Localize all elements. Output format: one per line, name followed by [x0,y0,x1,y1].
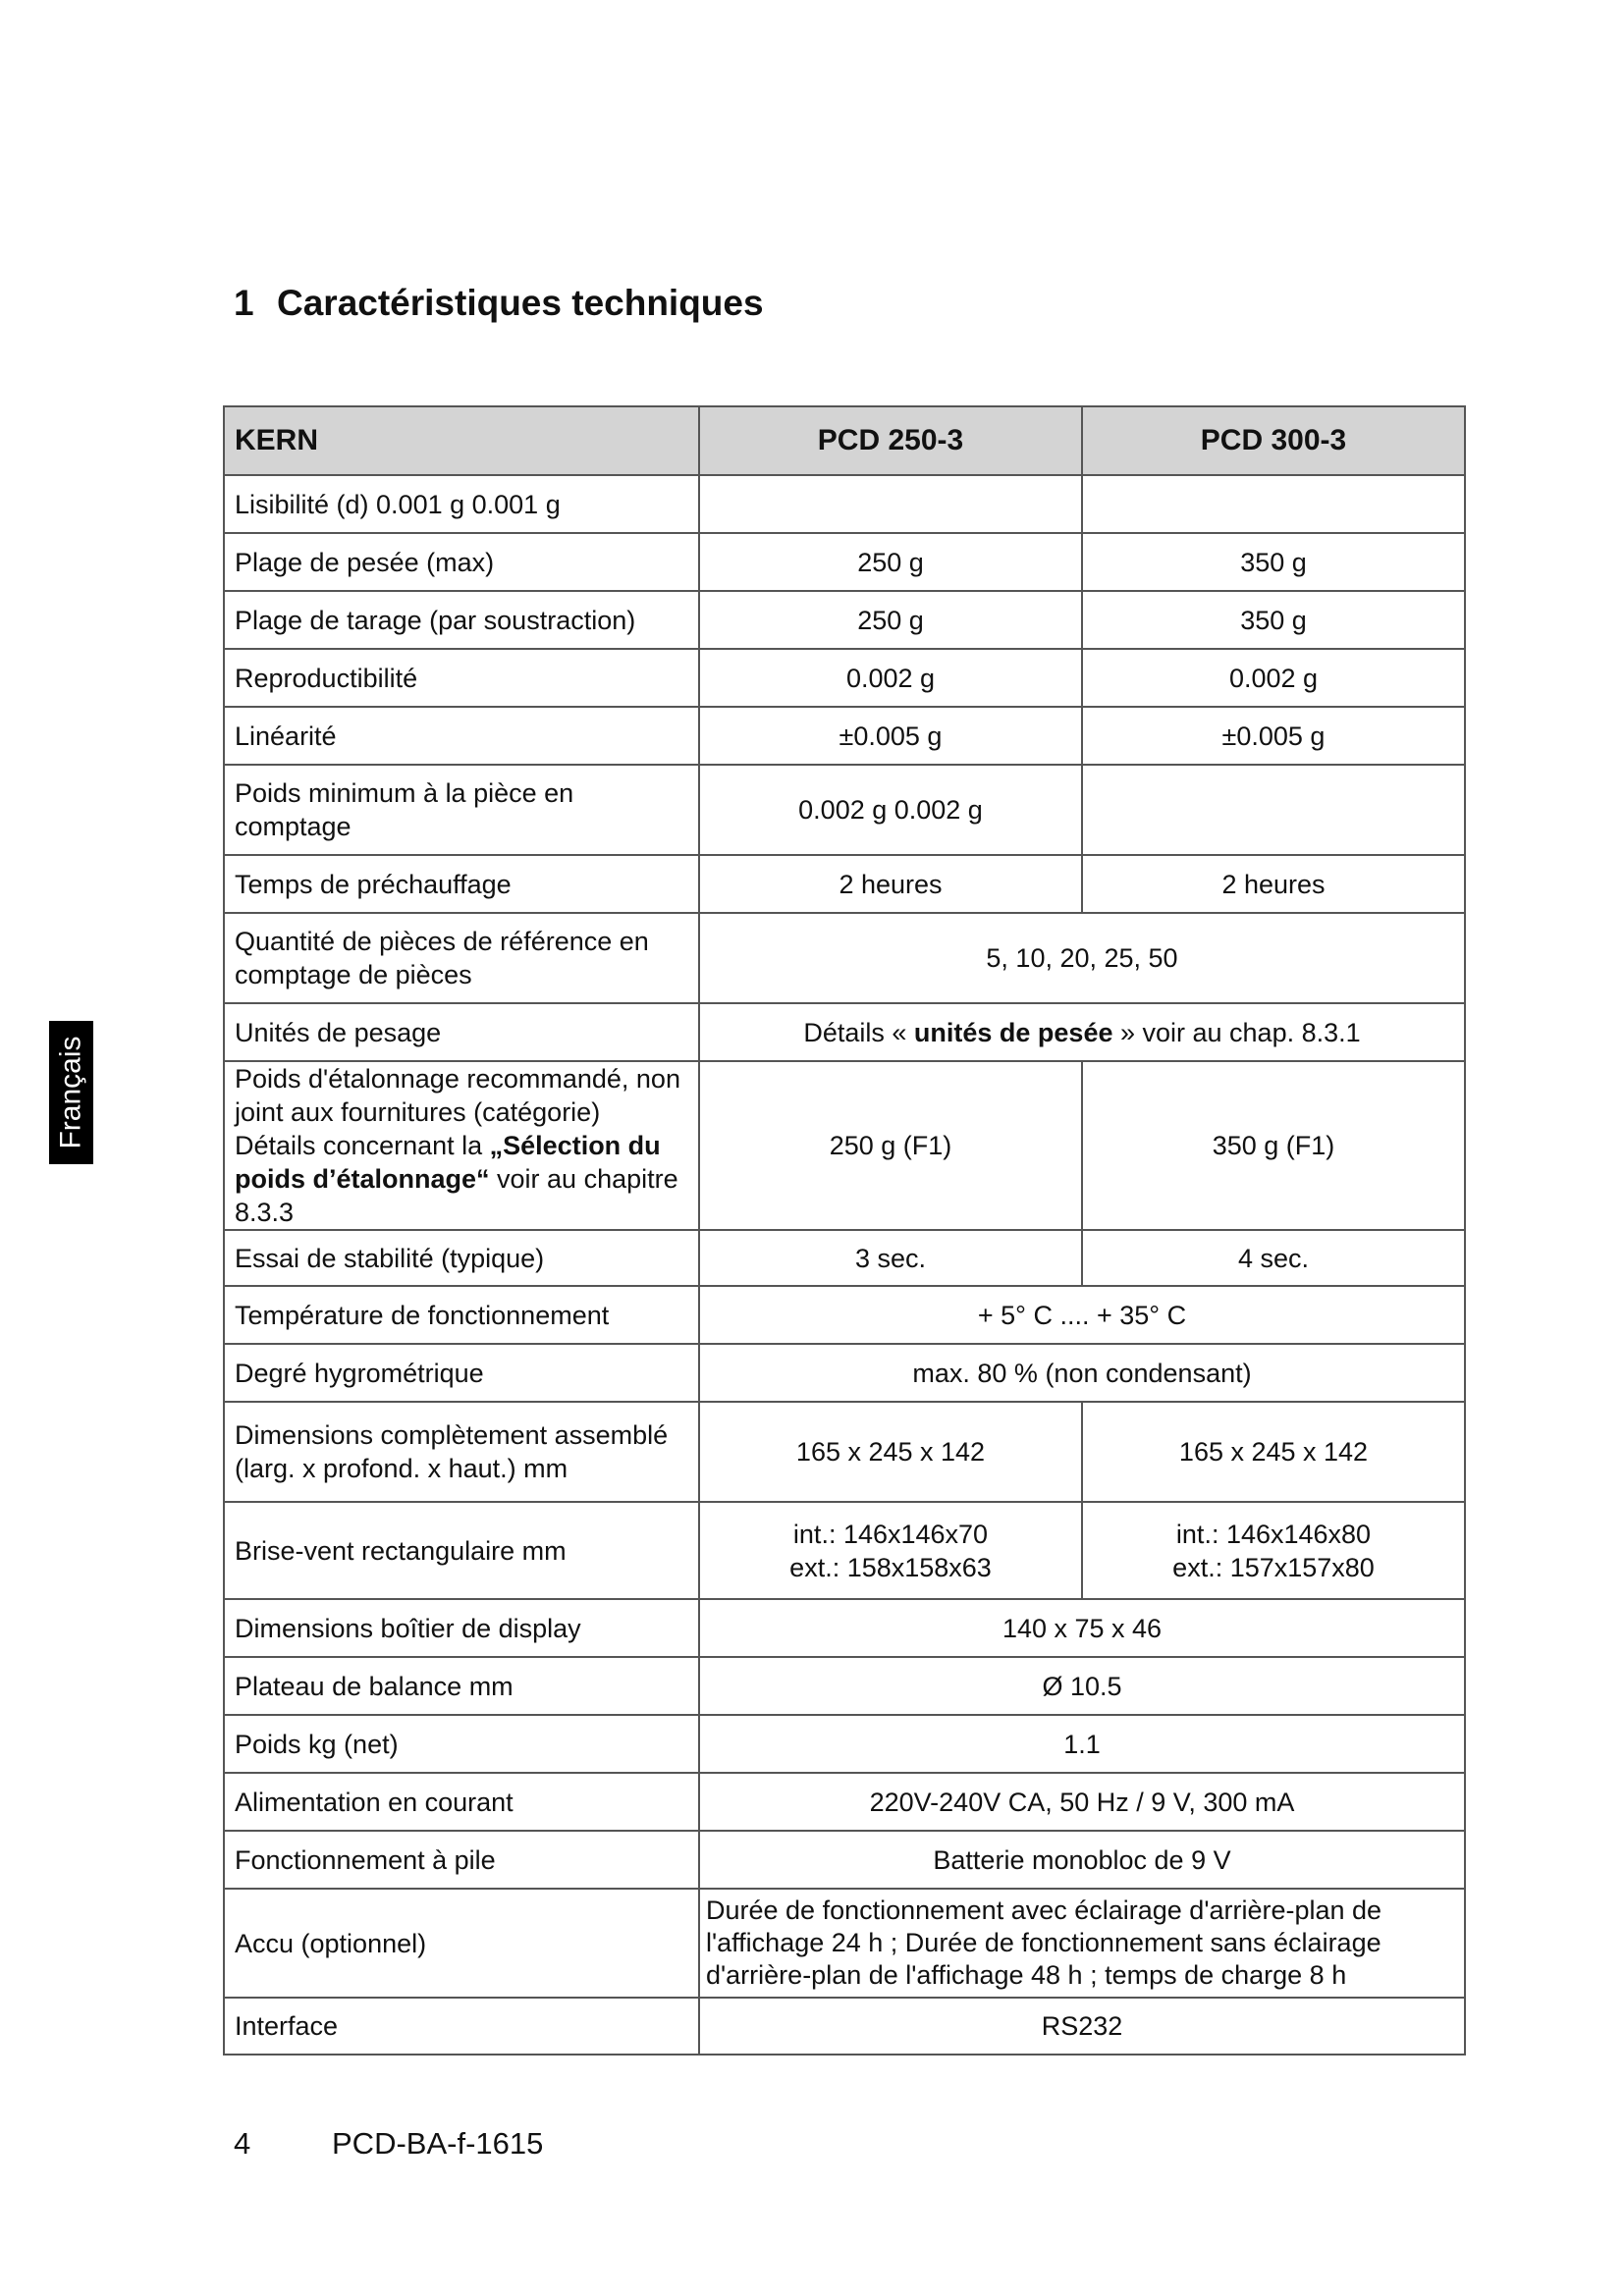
document-id: PCD-BA-f-1615 [332,2126,544,2161]
row-label: Degré hygrométrique [224,1344,699,1402]
cell-pcd250: 2 heures [699,855,1082,913]
table-row [224,1003,1465,1061]
cell-pcd300 [1082,1502,1465,1599]
cell-pcd250: 250 g [699,591,1082,649]
cell-pcd250: 0.002 g [699,649,1082,707]
cell-pcd300: 350 g (F1) [1082,1061,1465,1230]
row-label: Accu (optionnel) [224,1889,699,1998]
row-label: Essai de stabilité (typique) [224,1230,699,1286]
table-row [224,1502,1465,1599]
cell-pcd300: 4 sec. [1082,1230,1465,1286]
calibration-label-bold: „Sélection du poids d’étalonnage“ [235,1131,661,1194]
section-title: Caractéristiques techniques [277,283,764,323]
row-label: Plateau de balance mm [224,1657,699,1715]
units-text-bold: unités de pesée [913,1017,1113,1047]
cell-shared: 1.1 [699,1715,1465,1773]
cell-pcd250 [699,1502,1082,1599]
cell-shared: Batterie monobloc de 9 V [699,1831,1465,1889]
cell-pcd250: 0.002 g 0.002 g [699,765,1082,855]
table-row [224,855,1465,913]
table-row [224,649,1465,707]
cell-pcd300: 350 g [1082,591,1465,649]
calibration-label-pre: Poids d'étalonnage recommandé, non joint aux fournitures (catégorie) Détails concernant la [235,1064,680,1160]
table-row [224,1286,1465,1344]
row-label: Fonctionnement à pile [224,1831,699,1889]
cell-pcd250: 3 sec. [699,1230,1082,1286]
cell-pcd250: 250 g [699,533,1082,591]
row-label: Lisibilité (d) 0.001 g 0.001 g [224,475,699,533]
row-label: Plage de pesée (max) [224,533,699,591]
table-row [224,707,1465,765]
header-brand: KERN [224,406,699,475]
windshield-ext-pcd300: ext.: 157x157x80 [1172,1552,1375,1582]
row-label [224,1061,699,1230]
header-model-pcd300: PCD 300-3 [1082,406,1465,475]
header-model-pcd250: PCD 250-3 [699,406,1082,475]
row-label: Quantité de pièces de référence en comptage de pièces [224,913,699,1003]
row-label: Reproductibilité [224,649,699,707]
units-text-pre: Détails « [803,1017,914,1047]
cell-shared: RS232 [699,1998,1465,2055]
cell-pcd250 [699,475,1082,533]
row-label: Poids kg (net) [224,1715,699,1773]
cell-shared: 140 x 75 x 46 [699,1599,1465,1657]
technical-specs-table [223,405,1466,2056]
calibration-label-post: voir au chapitre 8.3.3 [235,1164,678,1227]
windshield-ext-pcd250: ext.: 158x158x63 [789,1552,992,1582]
table-row [224,913,1465,1003]
table-row [224,1061,1465,1230]
section-heading [234,283,764,324]
table-row [224,1599,1465,1657]
table-row [224,1773,1465,1831]
cell-shared [699,1003,1465,1061]
row-label: Temps de préchauffage [224,855,699,913]
page-number: 4 [234,2126,251,2161]
row-label: Interface [224,1998,699,2055]
row-label: Température de fonctionnement [224,1286,699,1344]
cell-shared: Durée de fonctionnement avec éclairage d'arrière-plan de l'affichage 24 h ; Durée de fonctionnement sans éclairage d'arrière-plan de l'affichage 48 h ; temps de charge 8 h [699,1889,1465,1998]
units-text-post: » voir au chap. 8.3.1 [1112,1017,1361,1047]
language-tab [49,1021,93,1164]
page-footer [234,2126,543,2162]
cell-shared: max. 80 % (non condensant) [699,1344,1465,1402]
table-row [224,1657,1465,1715]
table-row [224,533,1465,591]
table-row [224,475,1465,533]
section-number: 1 [234,283,254,323]
table-row [224,1715,1465,1773]
cell-pcd300: 2 heures [1082,855,1465,913]
cell-pcd300: 165 x 245 x 142 [1082,1402,1465,1502]
cell-shared: 5, 10, 20, 25, 50 [699,913,1465,1003]
cell-pcd300: 350 g [1082,533,1465,591]
row-label: Linéarité [224,707,699,765]
table-row [224,1402,1465,1502]
row-label: Dimensions boîtier de display [224,1599,699,1657]
cell-pcd300: ±0.005 g [1082,707,1465,765]
table-row [224,765,1465,855]
cell-pcd300: 0.002 g [1082,649,1465,707]
row-label: Brise-vent rectangulaire mm [224,1502,699,1599]
cell-shared: 220V-240V CA, 50 Hz / 9 V, 300 mA [699,1773,1465,1831]
cell-pcd250: 165 x 245 x 142 [699,1402,1082,1502]
table-row [224,1230,1465,1286]
cell-pcd300 [1082,475,1465,533]
cell-pcd300 [1082,765,1465,855]
table-row [224,1344,1465,1402]
table-header-row [224,406,1465,475]
cell-pcd250: 250 g (F1) [699,1061,1082,1230]
table-row [224,1831,1465,1889]
row-label: Unités de pesage [224,1003,699,1061]
row-label: Alimentation en courant [224,1773,699,1831]
windshield-int-pcd250: int.: 146x146x70 [792,1519,989,1549]
row-label: Poids minimum à la pièce en comptage [224,765,699,855]
windshield-int-pcd300: int.: 146x146x80 [1175,1519,1372,1549]
language-tab-label: Français [54,1036,87,1149]
cell-shared: + 5° C .... + 35° C [699,1286,1465,1344]
cell-pcd250: ±0.005 g [699,707,1082,765]
row-label: Plage de tarage (par soustraction) [224,591,699,649]
cell-shared: Ø 10.5 [699,1657,1465,1715]
row-label: Dimensions complètement assemblé (larg. x profond. x haut.) mm [224,1402,699,1502]
table-row [224,591,1465,649]
table-row [224,1889,1465,1998]
table-row [224,1998,1465,2055]
